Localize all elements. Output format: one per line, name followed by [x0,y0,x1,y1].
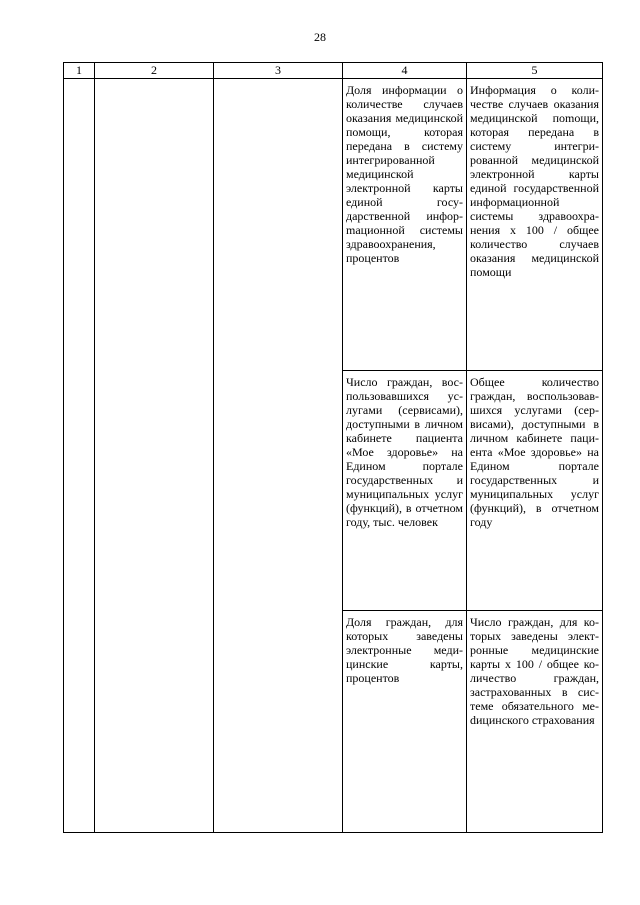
column-header-5: 5 [467,63,603,79]
formula-text: Число граждан, для которых заведены электронные медицинские карты x 100 / общее количество граждан, застрахованных в системе обязательного меdицинского страхования [470,615,599,727]
column-header-2: 2 [95,63,214,79]
column-header-3: 3 [214,63,343,79]
indicator-cell [343,611,467,833]
formula-text: Информация о количестве случаев оказания медицинской поmощи, которая передана в систему интегрированной медицинской электронной карты единой государственной информационной системы здравоохранения x 100 / общее количество случаев оказания медицинской помощи [470,83,599,279]
formula-cell [467,371,603,611]
indicator-cell [343,371,467,611]
table-row [64,79,603,371]
indicator-text: Доля информации о количестве случаев оказания медицинской помощи, которая передана в систему интегрированной медицинской электронной карты единой государственной инфорmационной системы здравоохранения, процентов [346,83,463,265]
formula-cell [467,611,603,833]
formula-cell [467,79,603,371]
page-number: 28 [314,30,326,44]
indicator-cell [343,79,467,371]
column-header-4: 4 [343,63,467,79]
column-2-cell [95,79,214,833]
formula-text: Общее количество граждан, воспользовавшихся услугами (сервисами), доступными в личном кабинете пациента «Мое здоровье» на Едином портале государственных и муниципальных услуг (функций), в отчетном году [470,375,599,529]
column-3-cell [214,79,343,833]
table-header-row [64,63,603,79]
indicator-text: Число граждан, воспользовавшихся услугами (сервисами), доступными в личном кабинете пациента «Мое здоровье» на Едином портале государственных и муниципальных услуг (функций), в отчетном году, тыс. человек [346,375,463,529]
document-table [63,62,603,833]
column-header-1: 1 [64,63,95,79]
column-1-cell [64,79,95,833]
indicator-text: Доля граждан, для которых заведены электронные медицинские карты, процентов [346,615,463,685]
